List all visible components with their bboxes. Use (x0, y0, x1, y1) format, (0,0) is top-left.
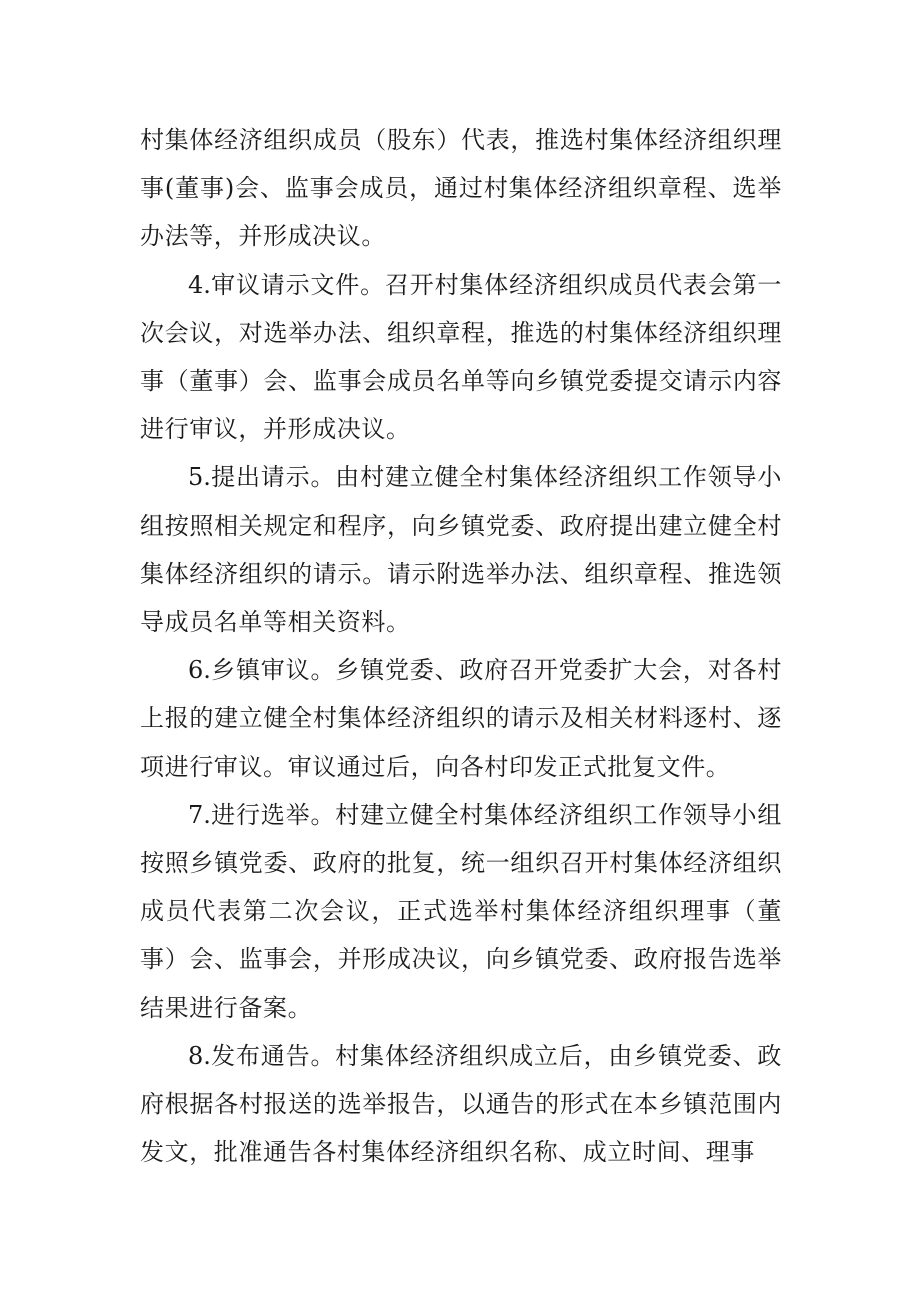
paragraph-item-8 (140, 1032, 782, 1177)
paragraph-continuation (140, 116, 782, 261)
paragraph-number: 5. (188, 463, 211, 492)
paragraph-text: 发布通告。村集体经济组织成立后，由乡镇党委、政府根据各村报送的选举报告，以通告的形式在本乡镇范围内发文，批准通告各村集体经济组织名称、成立时间、理事 (140, 1041, 782, 1167)
paragraph-item-4 (140, 261, 782, 454)
paragraph-number: 4. (188, 270, 211, 299)
paragraph-text: 村集体经济组织成员（股东）代表，推选村集体经济组织理事(董事)会、监事会成员，通过村集体经济组织章程、选举办法等，并形成决议。 (140, 126, 782, 251)
paragraph-item-5 (140, 453, 782, 646)
paragraph-number: 7. (188, 800, 211, 829)
paragraph-item-6 (140, 646, 782, 791)
paragraph-text: 提出请示。由村建立健全村集体经济组织工作领导小组按照相关规定和程序，向乡镇党委、政府提出建立健全村集体经济组织的请示。请示附选举办法、组织章程、推选领导成员名单等相关资料。 (140, 463, 782, 637)
paragraph-number: 8. (188, 1041, 211, 1070)
paragraph-item-7 (140, 791, 782, 1032)
paragraph-text: 审议请示文件。召开村集体经济组织成员代表会第一次会议，对选举办法、组织章程，推选的村集体经济组织理事（董事）会、监事会成员名单等向乡镇党委提交请示内容进行审议，并形成决议。 (140, 270, 782, 444)
paragraph-text: 乡镇审议。乡镇党委、政府召开党委扩大会，对各村上报的建立健全村集体经济组织的请示及相关材料逐村、逐项进行审议。审议通过后，向各村印发正式批复文件。 (140, 656, 782, 781)
document-body (140, 116, 782, 1176)
paragraph-number: 6. (188, 656, 211, 685)
paragraph-text: 进行选举。村建立健全村集体经济组织工作领导小组按照乡镇党委、政府的批复，统一组织召开村集体经济组织成员代表第二次会议，正式选举村集体经济组织理事（董事）会、监事会，并形成决议，向乡镇党委、政府报告选举结果进行备案。 (140, 800, 782, 1022)
